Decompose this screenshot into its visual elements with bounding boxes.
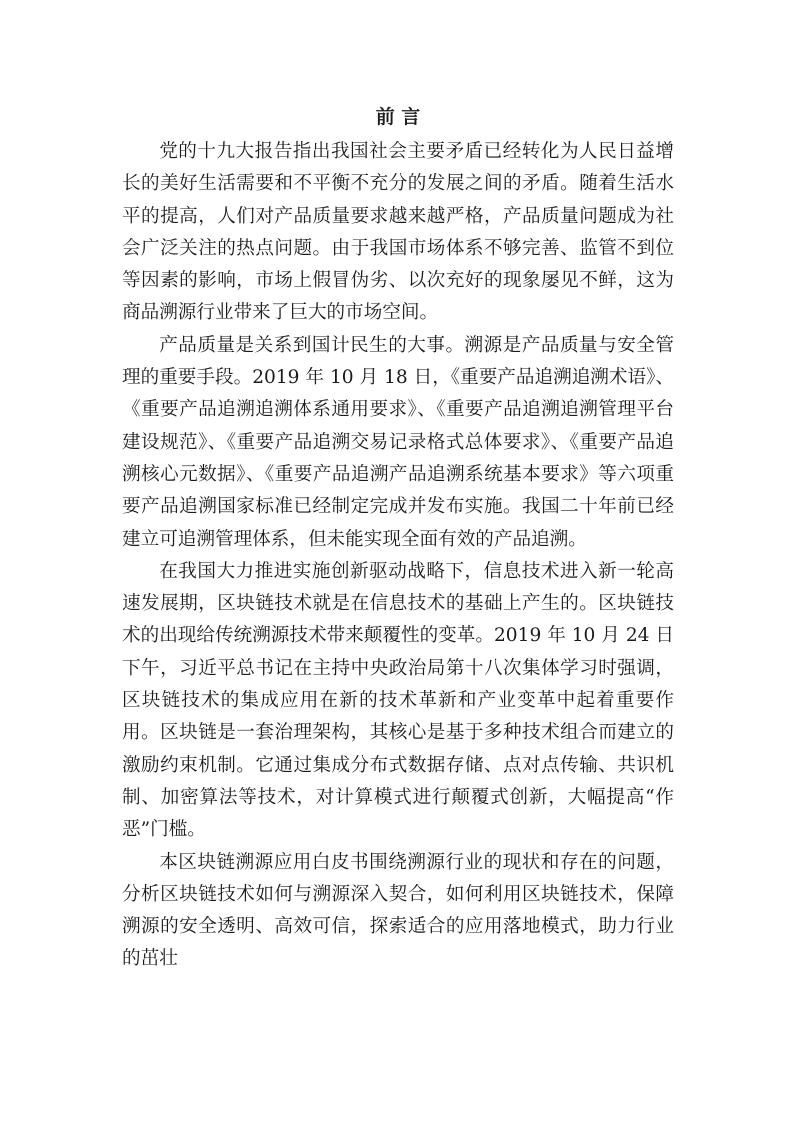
paragraph-3: 在我国大力推进实施创新驱动战略下，信息技术进入新一轮高速发展期，区块链技术就是在信息技术的基础上产生的。区块链技术的出现给传统溯源技术带来颠覆性的变革。2019 年 10 月 24 日下午，习近平总书记在主持中央政治局第十八次集体学习时强调，区块链技术的集成应用在新的技术革新和产业变革中起着重要作用。区块链是一套治理架构，其核心是基于多种技术组合而建立的激励约束机制。它通过集成分布式数据存储、点对点传输、共识机制、加密算法等技术，对计算模式进行颠覆式创新，大幅提高“作恶”门槛。 <box>122 560 674 841</box>
paragraph-4: 本区块链溯源应用白皮书围绕溯源行业的现状和存在的问题，分析区块链技术如何与溯源深入契合，如何利用区块链技术，保障溯源的安全透明、高效可信，探索适合的应用落地模式，助力行业的茁壮 <box>122 851 674 970</box>
page-title: 前 言 <box>375 106 421 128</box>
paragraph-1: 党的十九大报告指出我国社会主要矛盾已经转化为人民日益增长的美好生活需要和不平衡不充分的发展之间的矛盾。随着生活水平的提高，人们对产品质量要求越来越严格，产品质量问题成为社会广泛关注的热点问题。由于我国市场体系不够完善、监管不到位等因素的影响，市场上假冒伪劣、以次充好的现象屡见不鲜，这为商品溯源行业带来了巨大的市场空间。 <box>122 141 674 324</box>
document-body <box>122 99 674 976</box>
paragraph-2: 产品质量是关系到国计民生的大事。溯源是产品质量与安全管理的重要手段。2019 年 10 月 18 日，《重要产品追溯追溯术语》、《重要产品追溯追溯体系通用要求》、《重要产品追溯追溯管理平台建设规范》、《重要产品追溯交易记录格式总体要求》、《重要产品追溯核心元数据》、《重要产品追溯产品追溯系统基本要求》等六项重要产品追溯国家标准已经制定完成并发布实施。我国二十年前已经建立可追溯管理体系，但未能实现全面有效的产品追溯。 <box>122 334 674 550</box>
